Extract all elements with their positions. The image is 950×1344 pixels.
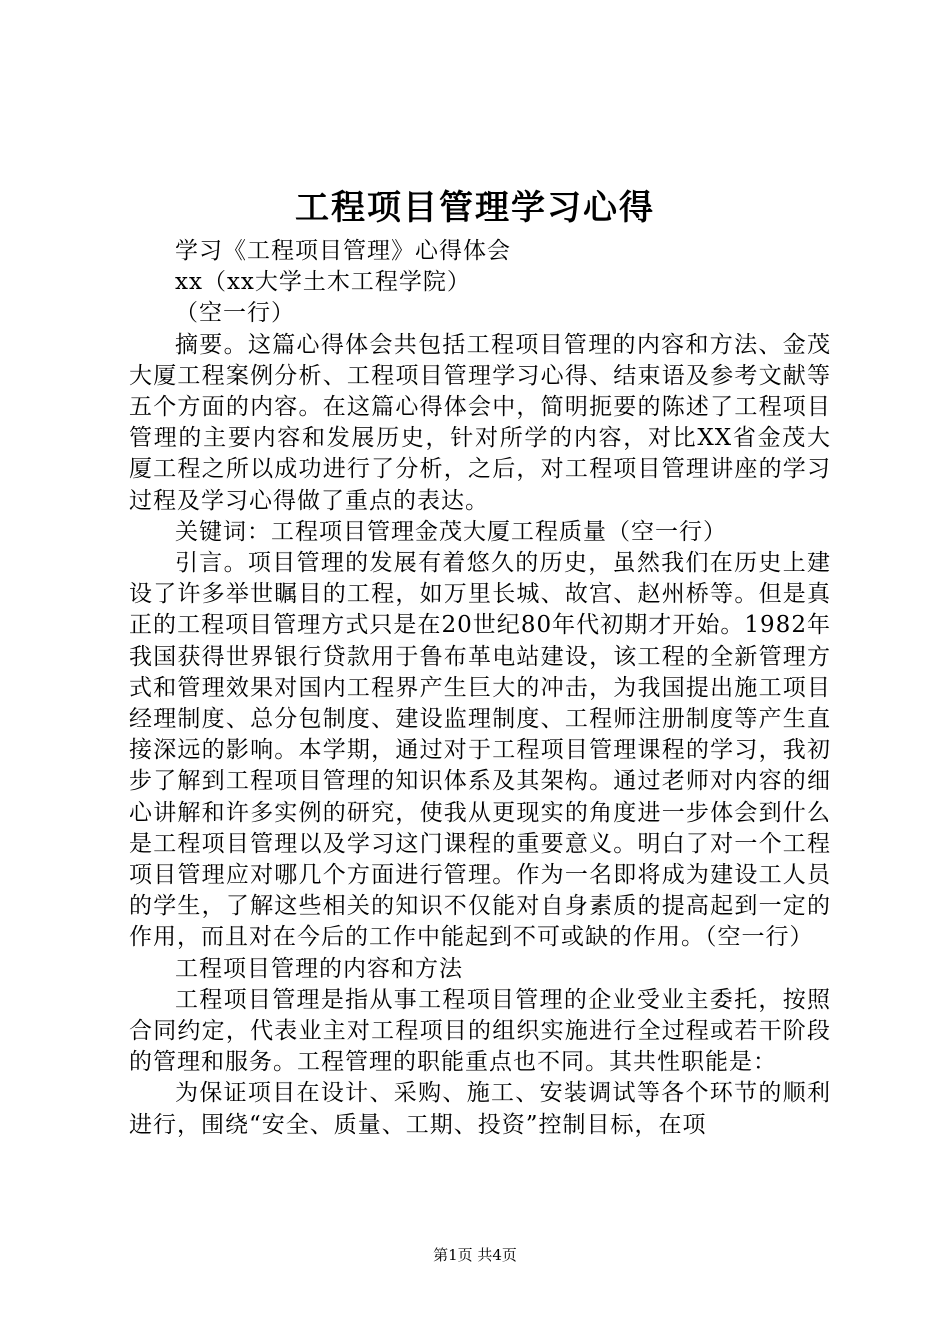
blank-line-note: （空一行） xyxy=(175,300,295,327)
introduction-paragraph: 引言。项目管理的发展有着悠久的历史，虽然我们在历史上建设了许多举世瞩目的工程，如万里长城、故宫、赵州桥等。但是真正的工程项目管理方式只是在20世纪80年代初期才开始。1982年我国获得世界银行贷款用于鲁布革电站建设，该工程的全新管理方式和管理效果对国内工程界产生巨大的冲击，为我国提出施工项目经理制度、总分包制度、建设监理制度、工程师注册制度等产生直接深远的影响。本学期，通过对于工程项目管理课程的学习，我初步了解到工程项目管理的知识体系及其架构。通过老师对内容的细心讲解和许多实例的研究，使我从更现实的角度进一步体会到什么是工程项目管理以及学习这门课程的重要意义。明白了对一个工程项目管理应对哪几个方面进行管理。作为一名即将成为建设工人员的学生，了解这些相关的知识不仅能对自身素质的提高起到一定的作用，而且对在今后的工作中能起到不可或缺的作用。（空一行） xyxy=(129,550,831,951)
section-heading: 工程项目管理的内容和方法 xyxy=(175,955,463,982)
subtitle-paragraph: 学习《工程项目管理》心得体会 xyxy=(175,238,511,264)
body-paragraph: 工程项目管理是指从事工程项目管理的企业受业主委托，按照合同约定，代表业主对工程项目的组织实施进行全过程或若干阶段的管理和服务。工程管理的职能重点也不同。其共性职能是： xyxy=(129,986,831,1076)
page-footer: 第1页 共4页 xyxy=(433,1246,517,1264)
author-paragraph: xx（xx大学土木工程学院） xyxy=(175,269,471,296)
body-paragraph: 为保证项目在设计、采购、施工、安装调试等各个环节的顺利进行，围绕“安全、质量、工期、投资”控制目标，在项 xyxy=(129,1080,831,1138)
document-body xyxy=(129,236,831,1141)
keywords-paragraph: 关键词：工程项目管理金茂大厦工程质量（空一行） xyxy=(175,518,727,545)
document-title: 工程项目管理学习心得 xyxy=(295,188,655,228)
abstract-paragraph: 摘要。这篇心得体会共包括工程项目管理的内容和方法、金茂大厦工程案例分析、工程项目管理学习心得、结束语及参考文献等五个方面的内容。在这篇心得体会中，简明扼要的陈述了工程项目管理的主要内容和发展历史，针对所学的内容，对比XX省金茂大厦工程之所以成功进行了分析，之后，对工程项目管理讲座的学习过程及学习心得做了重点的表达。 xyxy=(129,331,831,514)
